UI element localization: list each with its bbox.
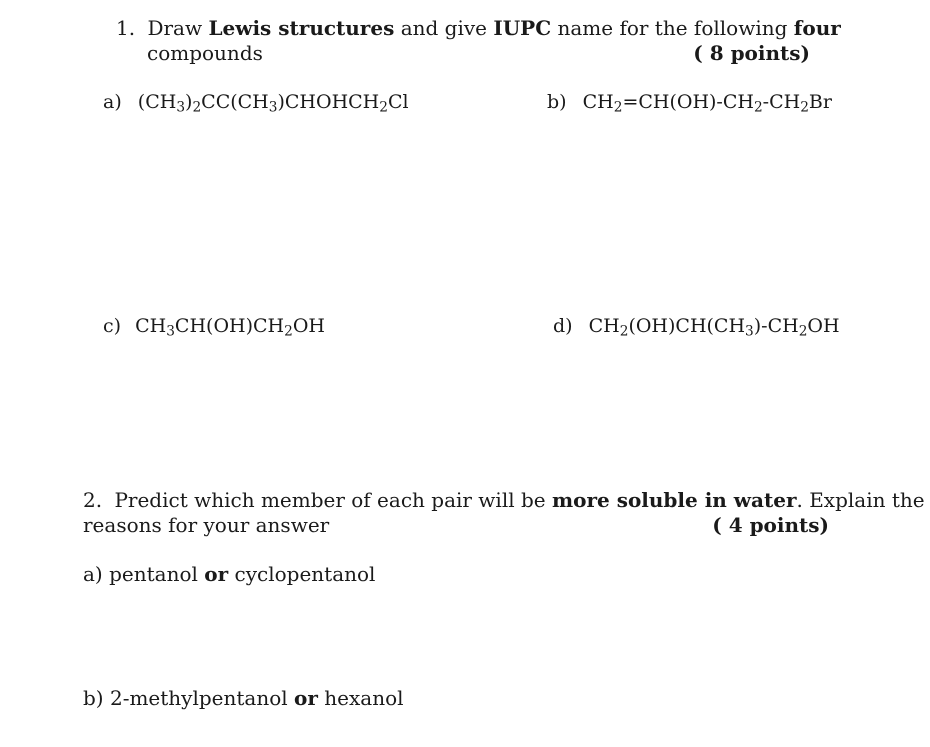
compound-a xyxy=(103,90,409,114)
q1-text-part2: and give xyxy=(394,16,494,40)
formula-segment: ) xyxy=(185,91,193,113)
formula-subscript: 2 xyxy=(613,99,623,116)
q1-text-part3: name for the following xyxy=(551,16,794,40)
formula-segment: -CH xyxy=(762,91,801,113)
compound-c xyxy=(103,314,325,338)
formula-subscript: 3 xyxy=(268,99,278,116)
q1-points: ( 8 points) xyxy=(693,41,810,65)
pair-first: 2-methylpentanol xyxy=(109,686,288,710)
pair-label: a) xyxy=(83,562,103,586)
formula-subscript: 3 xyxy=(166,323,175,340)
q1-text-part1: Draw xyxy=(147,16,209,40)
compound-b xyxy=(547,90,832,114)
formula-subscript: 2 xyxy=(284,323,293,340)
pair-connector: or xyxy=(204,562,229,586)
formula-segment: (OH)CH(CH xyxy=(628,315,746,337)
formula-segment: =CH(OH)-CH xyxy=(622,91,754,113)
q2-line1 xyxy=(83,488,925,512)
formula-subscript: 2 xyxy=(753,99,763,116)
q1-bold-four: four xyxy=(793,16,841,40)
pair-b xyxy=(83,686,404,710)
q2-bold-soluble: more soluble in water xyxy=(551,488,797,512)
compound-label: c) xyxy=(103,315,122,337)
formula-segment: CH xyxy=(588,315,620,337)
formula-subscript: 2 xyxy=(379,99,388,116)
formula-subscript: 2 xyxy=(192,99,202,116)
formula-subscript: 3 xyxy=(745,323,754,340)
formula-subscript: 3 xyxy=(176,99,186,116)
pair-second: cyclopentanol xyxy=(234,562,376,586)
compound-label: d) xyxy=(553,315,573,337)
formula-subscript: 2 xyxy=(619,323,629,340)
formula-segment: )CHOHCH xyxy=(277,91,380,113)
compound-d xyxy=(553,314,840,338)
pair-second: hexanol xyxy=(324,686,404,710)
formula-segment: CH xyxy=(135,315,167,337)
compound-label: b) xyxy=(547,91,567,113)
formula-segment: CC(CH xyxy=(201,91,269,113)
q1-bold-lewis: Lewis structures xyxy=(208,16,395,40)
pair-label: b) xyxy=(83,686,104,710)
q1-bold-iupc: IUPC xyxy=(493,16,552,40)
q2-text-part2: . Explain the xyxy=(796,488,925,512)
q2-text-part1: Predict which member of each pair will be xyxy=(114,488,552,512)
compound-formula xyxy=(582,91,832,116)
q2-line2: reasons for your answer xyxy=(83,513,330,537)
formula-segment: CH xyxy=(582,91,614,113)
compound-formula xyxy=(588,315,840,340)
q1-line1 xyxy=(116,16,841,40)
pair-a xyxy=(83,562,375,586)
formula-segment: CH(OH)CH xyxy=(174,315,285,337)
formula-segment: OH xyxy=(807,315,840,337)
formula-segment: Br xyxy=(808,91,832,113)
pair-first: pentanol xyxy=(109,562,198,586)
compound-formula xyxy=(137,91,409,116)
formula-segment: )-CH xyxy=(753,315,799,337)
q1-line2: compounds xyxy=(147,41,263,65)
q2-points: ( 4 points) xyxy=(712,513,829,537)
compound-formula xyxy=(135,315,325,340)
q1-number: 1. xyxy=(116,16,136,40)
compound-label: a) xyxy=(103,91,122,113)
pair-connector: or xyxy=(294,686,318,710)
formula-segment: OH xyxy=(292,315,325,337)
q2-number: 2. xyxy=(83,488,103,512)
formula-subscript: 2 xyxy=(798,323,808,340)
formula-subscript: 2 xyxy=(800,99,809,116)
formula-segment: (CH xyxy=(137,91,177,113)
formula-segment: Cl xyxy=(387,91,409,113)
